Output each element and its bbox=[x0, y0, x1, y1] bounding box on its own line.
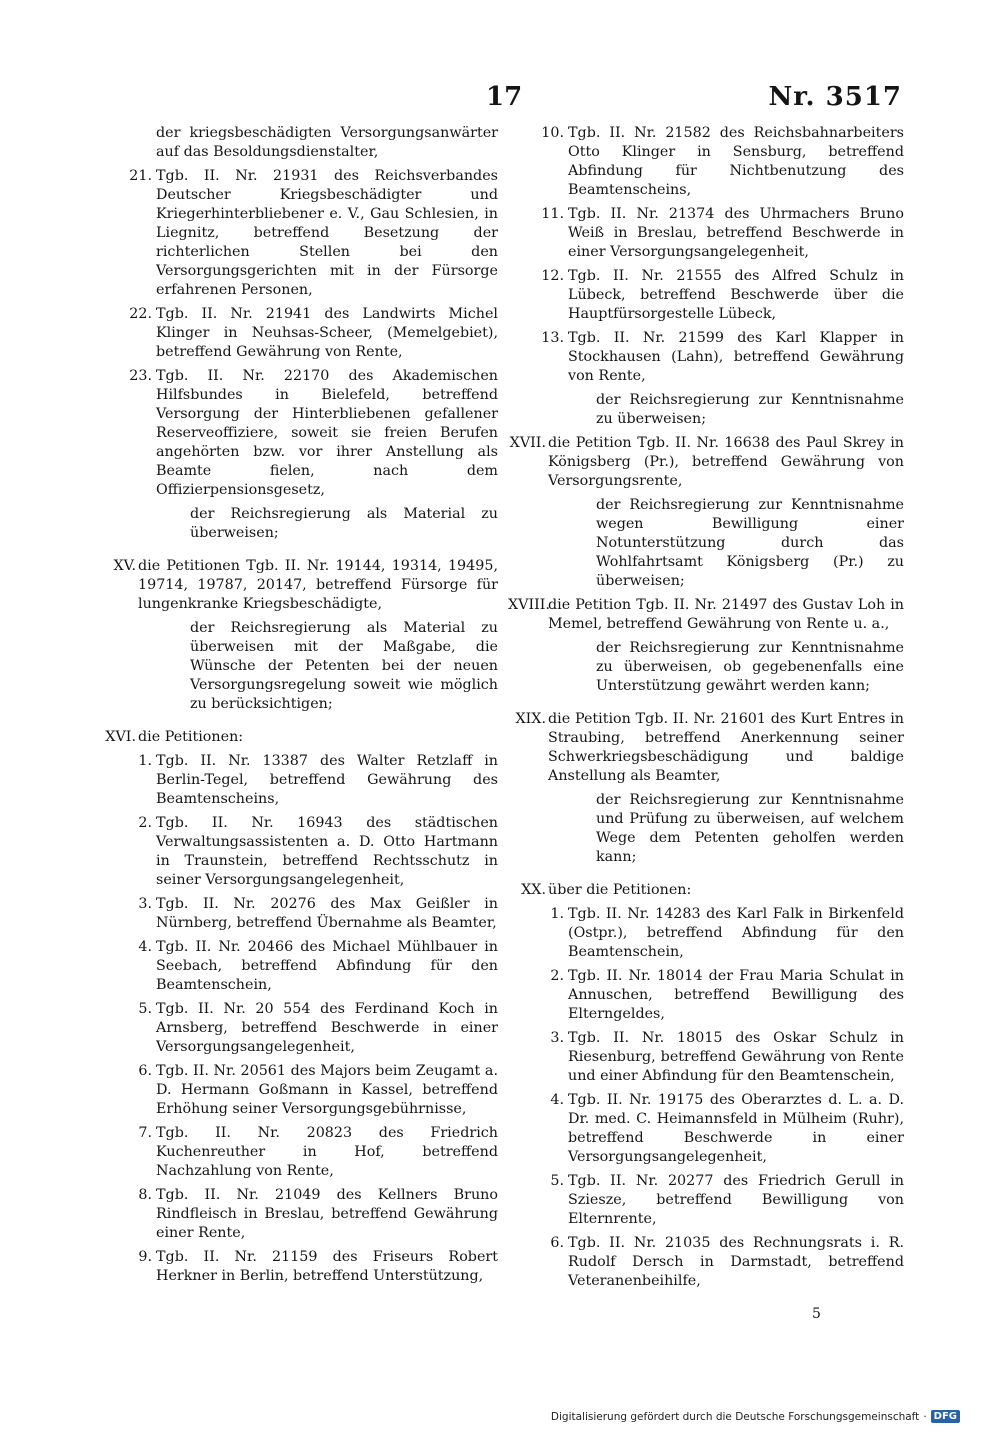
entry-number: 4. bbox=[138, 939, 152, 955]
entry-text: Tgb. II. Nr. 21374 des Uhrmachers Bruno Weiß in Breslau, betreffend Beschwerde in einer Versorgungsangelegenheit, bbox=[568, 206, 904, 260]
entry-text: Tgb. II. Nr. 14283 des Karl Falk in Birkenfeld (Ostpr.), betreffend Abfindung für den Beamtenschein, bbox=[568, 906, 904, 960]
entry-text: die Petition Tgb. II. Nr. 21497 des Gustav Loh in Memel, betreffend Gewährung von Rente u. a., bbox=[548, 597, 904, 632]
petition-entry bbox=[98, 557, 498, 614]
petition-entry bbox=[98, 938, 498, 995]
petition-entry bbox=[508, 791, 904, 867]
left-column bbox=[98, 124, 498, 1291]
entry-text: die Petitionen Tgb. II. Nr. 19144, 19314, 19495, 19714, 19787, 20147, betreffend Fürsorge für lungenkranke Kriegsbeschädigte, bbox=[138, 558, 498, 612]
entry-number: 2. bbox=[138, 815, 152, 831]
petition-entry bbox=[98, 895, 498, 933]
entry-text: Tgb. II. Nr. 20277 des Friedrich Gerull in Sziesze, betreffend Bewilligung von Elternrente, bbox=[568, 1173, 904, 1227]
entry-text: die Petitionen: bbox=[138, 729, 244, 745]
entry-text: der Reichsregierung zur Kenntnisnahme zu überweisen, ob gegebenenfalls eine Unterstützung gewährt werden kann; bbox=[596, 640, 904, 694]
entry-number: XX. bbox=[521, 882, 546, 898]
petition-entry bbox=[508, 434, 904, 491]
entry-text: Tgb. II. Nr. 21035 des Rechnungsrats i. R. Rudolf Dersch in Darmstadt, betreffend Veteranenbeihilfe, bbox=[568, 1235, 904, 1289]
petition-entry bbox=[508, 496, 904, 591]
entry-text: Tgb. II. Nr. 21555 des Alfred Schulz in Lübeck, betreffend Beschwerde über die Hauptfürsorgestelle Lübeck, bbox=[568, 268, 904, 322]
right-column bbox=[508, 124, 904, 1296]
entry-number: XIX. bbox=[515, 711, 546, 727]
petition-entry bbox=[508, 1172, 904, 1229]
entry-number: 11. bbox=[541, 206, 564, 222]
petition-entry bbox=[98, 1000, 498, 1057]
petition-entry bbox=[98, 1062, 498, 1119]
entry-number: 10. bbox=[541, 125, 564, 141]
petition-entry bbox=[98, 1248, 498, 1286]
signature-mark: 5 bbox=[812, 1306, 821, 1322]
entry-number: XVIII. bbox=[508, 597, 550, 613]
petition-entry bbox=[98, 305, 498, 362]
entry-text: der Reichsregierung zur Kenntnisnahme wegen Bewilligung einer Notunterstützung durch das Wohlfahrtsamt Königsberg (Pr.) zu überweisen; bbox=[596, 497, 904, 589]
entry-text: Tgb. II. Nr. 20823 des Friedrich Kuchenreuther in Hof, betreffend Nachzahlung von Rente, bbox=[156, 1125, 498, 1179]
entry-text: Tgb. II. Nr. 20276 des Max Geißler in Nürnberg, betreffend Übernahme als Beamter, bbox=[156, 896, 498, 931]
digitization-credit: Digitalisierung gefördert durch die Deutsche Forschungsgemeinschaft · DFG bbox=[551, 1410, 960, 1423]
dfg-logo: DFG bbox=[931, 1410, 960, 1423]
petition-entry bbox=[98, 124, 498, 162]
entry-text: der Reichsregierung als Material zu überweisen; bbox=[190, 506, 498, 541]
petition-entry bbox=[508, 124, 904, 200]
petition-entry bbox=[98, 167, 498, 300]
entry-number: XVII. bbox=[509, 435, 546, 451]
petition-entry bbox=[508, 329, 904, 386]
entry-number: 6. bbox=[550, 1235, 564, 1251]
entry-text: Tgb. II. Nr. 21931 des Reichsverbandes Deutscher Kriegsbeschädigter und Kriegerhinterbliebener e. V., Gau Schlesien, in Liegnitz, betreffend Besetzung der richterlichen Stellen bei den Versorgungsgerichten mit in der Fürsorge erfahrenen Personen, bbox=[156, 168, 498, 298]
entry-text: der kriegsbeschädigten Versorgungsanwärter auf das Besoldungsdienstalter, bbox=[156, 125, 498, 160]
petition-entry bbox=[98, 1124, 498, 1181]
entry-text: die Petition Tgb. II. Nr. 21601 des Kurt Entres in Straubing, betreffend Anerkennung seiner Schwerkriegsbeschädigung und baldige Anstellung als Beamter, bbox=[548, 711, 904, 784]
page-number: 17 bbox=[486, 82, 523, 112]
entry-number: 6. bbox=[138, 1063, 152, 1079]
entry-number: 5. bbox=[138, 1001, 152, 1017]
entry-number: 13. bbox=[541, 330, 564, 346]
petition-entry bbox=[98, 814, 498, 890]
entry-number: 22. bbox=[129, 306, 152, 322]
entry-number: 1. bbox=[550, 906, 564, 922]
petition-entry bbox=[508, 905, 904, 962]
entry-text: Tgb. II. Nr. 16943 des städtischen Verwaltungsassistenten a. D. Otto Hartmann in Traunstein, betreffend Rechtsschutz in seiner Versorgungsangelegenheit, bbox=[156, 815, 498, 888]
entry-number: 4. bbox=[550, 1092, 564, 1108]
entry-text: Tgb. II. Nr. 22170 des Akademischen Hilfsbundes in Bielefeld, betreffend Versorgung der Hinterbliebenen gefallener Reserveoffiziere, soweit sie freien Berufen angehörten bzw. vor ihrer Anstellung als Beamte fielen, nach dem Offizierpensionsgesetz, bbox=[156, 368, 498, 498]
entry-number: 3. bbox=[138, 896, 152, 912]
entry-text: Tgb. II. Nr. 20 554 des Ferdinand Koch in Arnsberg, betreffend Beschwerde in einer Versorgungsangelegenheit, bbox=[156, 1001, 498, 1055]
petition-entry bbox=[98, 752, 498, 809]
petition-entry bbox=[508, 639, 904, 696]
entry-number: 9. bbox=[138, 1249, 152, 1265]
entry-text: Tgb. II. Nr. 20466 des Michael Mühlbauer in Seebach, betreffend Abfindung für den Beamtenschein, bbox=[156, 939, 498, 993]
petition-entry bbox=[508, 1029, 904, 1086]
petition-entry bbox=[508, 881, 904, 900]
entry-text: über die Petitionen: bbox=[548, 882, 692, 898]
entry-text: Tgb. II. Nr. 21941 des Landwirts Michel Klinger in Neuhsas-Scheer, (Memelgebiet), betreffend Gewährung von Rente, bbox=[156, 306, 498, 360]
petition-entry bbox=[98, 505, 498, 543]
entry-number: 3. bbox=[550, 1030, 564, 1046]
document-number: Nr. 3517 bbox=[768, 82, 902, 112]
petition-entry bbox=[98, 728, 498, 747]
entry-text: Tgb. II. Nr. 18014 der Frau Maria Schulat in Annuschen, betreffend Bewilligung des Elterngeldes, bbox=[568, 968, 904, 1022]
entry-number: 1. bbox=[138, 753, 152, 769]
petition-entry bbox=[508, 1234, 904, 1291]
petition-entry bbox=[508, 391, 904, 429]
entry-text: der Reichsregierung als Material zu überweisen mit der Maßgabe, die Wünsche der Petenten bei der neuen Versorgungsregelung soweit wie möglich zu berücksichtigen; bbox=[190, 620, 498, 712]
petition-entry bbox=[508, 205, 904, 262]
entry-text: Tgb. II. Nr. 19175 des Oberarztes d. L. a. D. Dr. med. C. Heimannsfeld in Mülheim (Ruhr), betreffend Beschwerde in einer Versorgungsangelegenheit, bbox=[568, 1092, 904, 1165]
entry-text: Tgb. II. Nr. 20561 des Majors beim Zeugamt a. D. Hermann Goßmann in Kassel, betreffend Erhöhung seiner Versorgungsgebührnisse, bbox=[156, 1063, 498, 1117]
entry-text: Tgb. II. Nr. 21049 des Kellners Bruno Rindfleisch in Breslau, betreffend Gewährung einer Rente, bbox=[156, 1187, 498, 1241]
entry-number: XV. bbox=[113, 558, 136, 574]
entry-text: Tgb. II. Nr. 13387 des Walter Retzlaff in Berlin-Tegel, betreffend Gewährung des Beamtenscheins, bbox=[156, 753, 498, 807]
petition-entry bbox=[508, 1091, 904, 1167]
petition-entry bbox=[98, 1186, 498, 1243]
petition-entry bbox=[98, 619, 498, 714]
petition-entry bbox=[508, 967, 904, 1024]
petition-entry bbox=[508, 267, 904, 324]
credit-text: Digitalisierung gefördert durch die Deutsche Forschungsgemeinschaft bbox=[550, 1410, 920, 1423]
entry-number: 23. bbox=[129, 368, 152, 384]
entry-number: 7. bbox=[138, 1125, 152, 1141]
entry-number: 21. bbox=[129, 168, 152, 184]
entry-number: 5. bbox=[550, 1173, 564, 1189]
entry-text: der Reichsregierung zur Kenntnisnahme und Prüfung zu überweisen, auf welchem Wege dem Petenten geholfen werden kann; bbox=[596, 792, 904, 865]
entry-text: Tgb. II. Nr. 18015 des Oskar Schulz in Riesenburg, betreffend Gewährung von Rente und einer Abfindung für den Beamtenschein, bbox=[568, 1030, 904, 1084]
entry-number: XVI. bbox=[105, 729, 136, 745]
entry-text: die Petition Tgb. II. Nr. 16638 des Paul Skrey in Königsberg (Pr.), betreffend Gewährung von Versorgungsrente, bbox=[548, 435, 904, 489]
entry-text: Tgb. II. Nr. 21582 des Reichsbahnarbeiters Otto Klinger in Sensburg, betreffend Abfindung für Nichtbenutzung des Beamtenscheins, bbox=[568, 125, 904, 198]
petition-entry bbox=[98, 367, 498, 500]
petition-entry bbox=[508, 596, 904, 634]
entry-number: 2. bbox=[550, 968, 564, 984]
entry-text: der Reichsregierung zur Kenntnisnahme zu überweisen; bbox=[596, 392, 904, 427]
entry-number: 12. bbox=[541, 268, 564, 284]
entry-text: Tgb. II. Nr. 21159 des Friseurs Robert Herkner in Berlin, betreffend Unterstützung, bbox=[156, 1249, 498, 1284]
petition-entry bbox=[508, 710, 904, 786]
entry-text: Tgb. II. Nr. 21599 des Karl Klapper in Stockhausen (Lahn), betreffend Gewährung von Rente, bbox=[568, 330, 904, 384]
entry-number: 8. bbox=[138, 1187, 152, 1203]
